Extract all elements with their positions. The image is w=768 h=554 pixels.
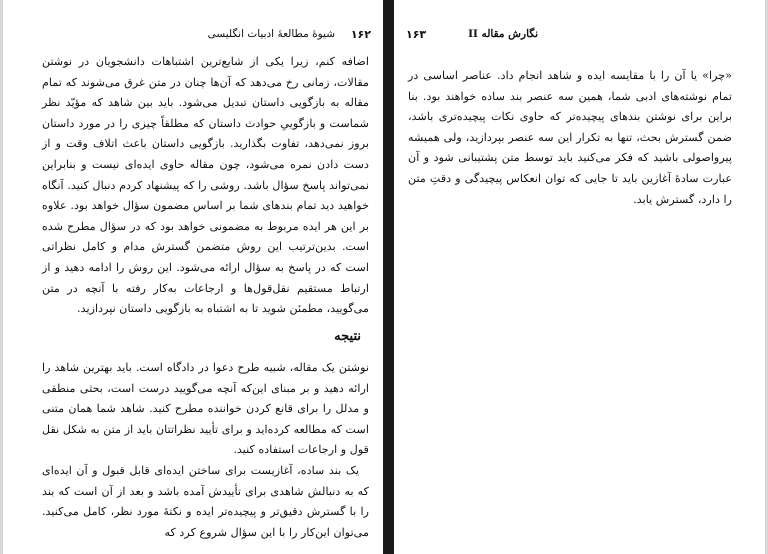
left-page-edge	[0, 0, 3, 554]
paragraph: «چرا» یا آن را با مقایسه ایده و شاهد انجام داد. عناصر اساسی در تمام نوشته‌های ادبی شما، همین سه عنصر بند ساده خواهند بود. بنا براین برای نوشتن بندهای پیچیده‌تر که حاوی نکات پیچیده‌تری باشد، ضمن گسترش بحث، تنها به تکرار این سه عنصر بپردازید، ولی همیشه پیرواصولی باشید که فکر می‌کنید باید توسط متن پشتیبانی شود و آن عبارت سادهٔ آغازین باید تا جایی که توان انعکاس پیچیدگی و دقتِ متن را دارد، گسترش یابد.	[408, 69, 732, 206]
paragraph: اضافه کنم، زیرا یکی از شایع‌ترین اشتباهات دانشجویان در نوشتن مقالات، زمانی رخ می‌دهد که آن‌ها چنان در متن غرق می‌شوند که تمام مقاله به بازگویی داستان تبدیل می‌شود. باید بین شاهد که مؤیّد نظر شماست و بازگوییِ حوادث داستان که مطلقاً چیزی را در مورد داستان بروز نمی‌دهد، تفاوت بگذارید. بازگویی داستان باعث اتلاف وقت و از دست دادن نمره می‌شود، چون مقاله حاوی ایده‌ای نیست و بنابراین نمی‌تواند پاسخ سؤال باشد. روشی را که پیشنهاد کردم دنبال کنید. آنگاه خواهید دید تمام بندهای شما بر اساس مضمون سؤال خواهد بود. علاوه بر این هر ایده مربوط به مضمونی خواهد بود که در سؤال مطرح شده است. بدین‌ترتیب این روش متضمن گسترش مدام و کامل نظراتی است که در پاسخ به سؤال ارائه می‌شود. این روش را ادامه دهید و از ارتباط مستقیم نقل‌قول‌ها و ارجاعات به‌کار رفته با آنچه در متن می‌گویید، مطمئن شوید تا به اشتباه به بازگویی داستان نپردازید.	[42, 55, 369, 316]
paragraph: یک بند ساده، آغازیست برای ساختن ایده‌ای قابل قبول و آن ایده‌ای که به دنبالش شاهدی برای تأییدش آمده باشد و بعد از آن است که بند را با گسترش دقیق‌تر و پیچیده‌تر ایده و نکتهٔ مورد نظر، کامل می‌کنید. می‌توان این‌کار را با این سؤال شروع کرد که	[42, 463, 369, 539]
right-running-head	[402, 28, 738, 44]
conclusion-text	[42, 358, 369, 543]
left-running-head	[36, 28, 375, 44]
left-page-number: ۱۶۲	[350, 28, 371, 41]
left-body-text	[42, 52, 369, 320]
book-gutter	[383, 0, 394, 554]
paragraph: نوشتن یک مقاله، شبیه طرح دعوا در دادگاه است. باید بهترین شاهد را ارائه دهید و بر مبنای این‌که آنچه می‌گویید درست است، بحثی منطقی و مدلل را برای قانع کردن خواننده مطرح کنید. شاهد شما همان متنی است که مطالعه کرده‌اید و برای تأیید نظراتتان باید از متن به شکل نقل قول و ارجاعات استفاده کنید.	[42, 361, 369, 457]
right-running-title: نگارش مقاله II	[468, 28, 538, 40]
left-page	[28, 6, 383, 554]
right-page	[394, 6, 746, 554]
right-body-text	[408, 66, 732, 210]
right-page-number: ۱۶۳	[406, 28, 427, 41]
left-running-title: شیوهٔ مطالعهٔ ادبیات انگلیسی	[207, 28, 335, 40]
section-heading: نتیجه	[334, 329, 361, 344]
